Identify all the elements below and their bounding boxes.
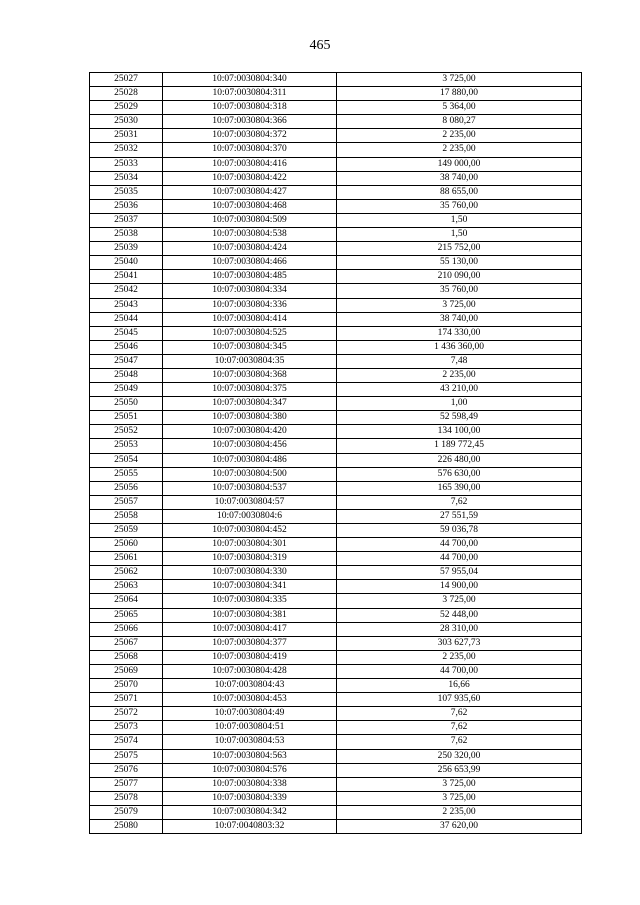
value-cell: 28 310,00 bbox=[337, 622, 582, 636]
row-number-cell: 25073 bbox=[90, 721, 163, 735]
cadastral-number-cell: 10:07:0030804:419 bbox=[163, 650, 337, 664]
table-row bbox=[90, 763, 582, 777]
cadastral-number-cell: 10:07:0030804:468 bbox=[163, 199, 337, 213]
value-cell: 52 598,49 bbox=[337, 411, 582, 425]
table-row bbox=[90, 115, 582, 129]
table-row bbox=[90, 622, 582, 636]
value-cell: 35 760,00 bbox=[337, 199, 582, 213]
table-row bbox=[90, 185, 582, 199]
value-cell: 59 036,78 bbox=[337, 524, 582, 538]
value-cell: 210 090,00 bbox=[337, 270, 582, 284]
row-number-cell: 25043 bbox=[90, 298, 163, 312]
value-cell: 256 653,99 bbox=[337, 763, 582, 777]
cadastral-number-cell: 10:07:0030804:563 bbox=[163, 749, 337, 763]
cadastral-number-cell: 10:07:0030804:370 bbox=[163, 143, 337, 157]
table-row bbox=[90, 129, 582, 143]
value-cell: 1,50 bbox=[337, 228, 582, 242]
table-row bbox=[90, 524, 582, 538]
value-cell: 2 235,00 bbox=[337, 368, 582, 382]
value-cell: 107 935,60 bbox=[337, 693, 582, 707]
value-cell: 134 100,00 bbox=[337, 425, 582, 439]
row-number-cell: 25075 bbox=[90, 749, 163, 763]
table-row bbox=[90, 171, 582, 185]
row-number-cell: 25044 bbox=[90, 312, 163, 326]
cadastral-number-cell: 10:07:0030804:576 bbox=[163, 763, 337, 777]
row-number-cell: 25048 bbox=[90, 368, 163, 382]
cadastral-number-cell: 10:07:0030804:422 bbox=[163, 171, 337, 185]
row-number-cell: 25045 bbox=[90, 326, 163, 340]
cadastral-number-cell: 10:07:0030804:49 bbox=[163, 707, 337, 721]
row-number-cell: 25074 bbox=[90, 735, 163, 749]
table-row bbox=[90, 580, 582, 594]
value-cell: 2 235,00 bbox=[337, 650, 582, 664]
cadastral-number-cell: 10:07:0030804:428 bbox=[163, 664, 337, 678]
data-table bbox=[89, 72, 582, 834]
value-cell: 7,62 bbox=[337, 735, 582, 749]
table-row bbox=[90, 636, 582, 650]
cadastral-number-cell: 10:07:0030804:335 bbox=[163, 594, 337, 608]
cadastral-number-cell: 10:07:0030804:338 bbox=[163, 777, 337, 791]
value-cell: 226 480,00 bbox=[337, 453, 582, 467]
value-cell: 37 620,00 bbox=[337, 819, 582, 833]
cadastral-number-cell: 10:07:0030804:414 bbox=[163, 312, 337, 326]
cadastral-number-cell: 10:07:0030804:301 bbox=[163, 538, 337, 552]
row-number-cell: 25069 bbox=[90, 664, 163, 678]
row-number-cell: 25077 bbox=[90, 777, 163, 791]
value-cell: 7,62 bbox=[337, 707, 582, 721]
table-row bbox=[90, 679, 582, 693]
table-row bbox=[90, 199, 582, 213]
table-row bbox=[90, 298, 582, 312]
table-row bbox=[90, 650, 582, 664]
row-number-cell: 25032 bbox=[90, 143, 163, 157]
value-cell: 303 627,73 bbox=[337, 636, 582, 650]
row-number-cell: 25058 bbox=[90, 509, 163, 523]
value-cell: 2 235,00 bbox=[337, 143, 582, 157]
table-row bbox=[90, 735, 582, 749]
table-row bbox=[90, 157, 582, 171]
table-row bbox=[90, 354, 582, 368]
value-cell: 16,66 bbox=[337, 679, 582, 693]
cadastral-number-cell: 10:07:0030804:380 bbox=[163, 411, 337, 425]
table-row bbox=[90, 805, 582, 819]
table-row bbox=[90, 749, 582, 763]
cadastral-number-cell: 10:07:0030804:347 bbox=[163, 397, 337, 411]
value-cell: 44 700,00 bbox=[337, 664, 582, 678]
table-row bbox=[90, 453, 582, 467]
row-number-cell: 25033 bbox=[90, 157, 163, 171]
cadastral-number-cell: 10:07:0030804:452 bbox=[163, 524, 337, 538]
value-cell: 44 700,00 bbox=[337, 538, 582, 552]
row-number-cell: 25051 bbox=[90, 411, 163, 425]
cadastral-number-cell: 10:07:0030804:319 bbox=[163, 552, 337, 566]
table-row bbox=[90, 383, 582, 397]
row-number-cell: 25076 bbox=[90, 763, 163, 777]
cadastral-number-cell: 10:07:0030804:500 bbox=[163, 467, 337, 481]
table-row bbox=[90, 664, 582, 678]
value-cell: 8 080,27 bbox=[337, 115, 582, 129]
cadastral-number-cell: 10:07:0030804:525 bbox=[163, 326, 337, 340]
row-number-cell: 25050 bbox=[90, 397, 163, 411]
cadastral-number-cell: 10:07:0030804:377 bbox=[163, 636, 337, 650]
table-row bbox=[90, 481, 582, 495]
value-cell: 215 752,00 bbox=[337, 242, 582, 256]
table-row bbox=[90, 101, 582, 115]
row-number-cell: 25067 bbox=[90, 636, 163, 650]
cadastral-number-cell: 10:07:0030804:336 bbox=[163, 298, 337, 312]
cadastral-number-cell: 10:07:0030804:417 bbox=[163, 622, 337, 636]
row-number-cell: 25061 bbox=[90, 552, 163, 566]
table-body bbox=[90, 73, 582, 834]
table-row bbox=[90, 73, 582, 87]
value-cell: 52 448,00 bbox=[337, 608, 582, 622]
cadastral-number-cell: 10:07:0030804:366 bbox=[163, 115, 337, 129]
row-number-cell: 25049 bbox=[90, 383, 163, 397]
table-row bbox=[90, 411, 582, 425]
cadastral-number-cell: 10:07:0030804:375 bbox=[163, 383, 337, 397]
cadastral-number-cell: 10:07:0030804:345 bbox=[163, 340, 337, 354]
table-row bbox=[90, 87, 582, 101]
cadastral-number-cell: 10:07:0030804:485 bbox=[163, 270, 337, 284]
value-cell: 1 189 772,45 bbox=[337, 439, 582, 453]
cadastral-number-cell: 10:07:0030804:372 bbox=[163, 129, 337, 143]
cadastral-number-cell: 10:07:0030804:43 bbox=[163, 679, 337, 693]
cadastral-number-cell: 10:07:0030804:53 bbox=[163, 735, 337, 749]
row-number-cell: 25038 bbox=[90, 228, 163, 242]
row-number-cell: 25072 bbox=[90, 707, 163, 721]
row-number-cell: 25062 bbox=[90, 566, 163, 580]
row-number-cell: 25040 bbox=[90, 256, 163, 270]
table-row bbox=[90, 312, 582, 326]
value-cell: 3 725,00 bbox=[337, 298, 582, 312]
row-number-cell: 25037 bbox=[90, 213, 163, 227]
row-number-cell: 25056 bbox=[90, 481, 163, 495]
row-number-cell: 25036 bbox=[90, 199, 163, 213]
row-number-cell: 25065 bbox=[90, 608, 163, 622]
cadastral-number-cell: 10:07:0030804:35 bbox=[163, 354, 337, 368]
table-row bbox=[90, 495, 582, 509]
cadastral-number-cell: 10:07:0030804:427 bbox=[163, 185, 337, 199]
table-row bbox=[90, 256, 582, 270]
cadastral-number-cell: 10:07:0030804:368 bbox=[163, 368, 337, 382]
table-row bbox=[90, 777, 582, 791]
cadastral-number-cell: 10:07:0030804:57 bbox=[163, 495, 337, 509]
row-number-cell: 25064 bbox=[90, 594, 163, 608]
value-cell: 57 955,04 bbox=[337, 566, 582, 580]
page-number: 465 bbox=[309, 38, 331, 53]
row-number-cell: 25070 bbox=[90, 679, 163, 693]
value-cell: 44 700,00 bbox=[337, 552, 582, 566]
value-cell: 55 130,00 bbox=[337, 256, 582, 270]
row-number-cell: 25046 bbox=[90, 340, 163, 354]
row-number-cell: 25054 bbox=[90, 453, 163, 467]
value-cell: 174 330,00 bbox=[337, 326, 582, 340]
row-number-cell: 25047 bbox=[90, 354, 163, 368]
value-cell: 17 880,00 bbox=[337, 87, 582, 101]
table-row bbox=[90, 228, 582, 242]
cadastral-number-cell: 10:07:0030804:339 bbox=[163, 791, 337, 805]
table-row bbox=[90, 566, 582, 580]
table-row bbox=[90, 819, 582, 833]
cadastral-number-cell: 10:07:0030804:538 bbox=[163, 228, 337, 242]
table-row bbox=[90, 213, 582, 227]
value-cell: 7,48 bbox=[337, 354, 582, 368]
table-row bbox=[90, 326, 582, 340]
row-number-cell: 25053 bbox=[90, 439, 163, 453]
row-number-cell: 25031 bbox=[90, 129, 163, 143]
value-cell: 3 725,00 bbox=[337, 791, 582, 805]
table-row bbox=[90, 791, 582, 805]
value-cell: 2 235,00 bbox=[337, 129, 582, 143]
row-number-cell: 25068 bbox=[90, 650, 163, 664]
row-number-cell: 25052 bbox=[90, 425, 163, 439]
cadastral-number-cell: 10:07:0030804:456 bbox=[163, 439, 337, 453]
row-number-cell: 25027 bbox=[90, 73, 163, 87]
row-number-cell: 25030 bbox=[90, 115, 163, 129]
value-cell: 3 725,00 bbox=[337, 594, 582, 608]
table-row bbox=[90, 270, 582, 284]
row-number-cell: 25060 bbox=[90, 538, 163, 552]
table-row bbox=[90, 439, 582, 453]
cadastral-number-cell: 10:07:0040803:32 bbox=[163, 819, 337, 833]
cadastral-number-cell: 10:07:0030804:51 bbox=[163, 721, 337, 735]
value-cell: 3 725,00 bbox=[337, 73, 582, 87]
table-row bbox=[90, 284, 582, 298]
cadastral-number-cell: 10:07:0030804:420 bbox=[163, 425, 337, 439]
row-number-cell: 25041 bbox=[90, 270, 163, 284]
cadastral-number-cell: 10:07:0030804:340 bbox=[163, 73, 337, 87]
value-cell: 250 320,00 bbox=[337, 749, 582, 763]
cadastral-number-cell: 10:07:0030804:416 bbox=[163, 157, 337, 171]
row-number-cell: 25034 bbox=[90, 171, 163, 185]
row-number-cell: 25039 bbox=[90, 242, 163, 256]
row-number-cell: 25029 bbox=[90, 101, 163, 115]
cadastral-number-cell: 10:07:0030804:6 bbox=[163, 509, 337, 523]
cadastral-number-cell: 10:07:0030804:453 bbox=[163, 693, 337, 707]
row-number-cell: 25028 bbox=[90, 87, 163, 101]
value-cell: 14 900,00 bbox=[337, 580, 582, 594]
row-number-cell: 25057 bbox=[90, 495, 163, 509]
row-number-cell: 25066 bbox=[90, 622, 163, 636]
table-row bbox=[90, 608, 582, 622]
row-number-cell: 25078 bbox=[90, 791, 163, 805]
cadastral-number-cell: 10:07:0030804:342 bbox=[163, 805, 337, 819]
row-number-cell: 25071 bbox=[90, 693, 163, 707]
value-cell: 5 364,00 bbox=[337, 101, 582, 115]
table-row bbox=[90, 368, 582, 382]
table-row bbox=[90, 721, 582, 735]
value-cell: 1 436 360,00 bbox=[337, 340, 582, 354]
table-row bbox=[90, 509, 582, 523]
cadastral-number-cell: 10:07:0030804:466 bbox=[163, 256, 337, 270]
value-cell: 43 210,00 bbox=[337, 383, 582, 397]
table-row bbox=[90, 340, 582, 354]
cadastral-number-cell: 10:07:0030804:318 bbox=[163, 101, 337, 115]
value-cell: 35 760,00 bbox=[337, 284, 582, 298]
table-row bbox=[90, 552, 582, 566]
cadastral-number-cell: 10:07:0030804:424 bbox=[163, 242, 337, 256]
table-row bbox=[90, 538, 582, 552]
cadastral-number-cell: 10:07:0030804:381 bbox=[163, 608, 337, 622]
row-number-cell: 25042 bbox=[90, 284, 163, 298]
table-row bbox=[90, 425, 582, 439]
value-cell: 1,50 bbox=[337, 213, 582, 227]
value-cell: 149 000,00 bbox=[337, 157, 582, 171]
row-number-cell: 25079 bbox=[90, 805, 163, 819]
value-cell: 38 740,00 bbox=[337, 312, 582, 326]
value-cell: 1,00 bbox=[337, 397, 582, 411]
cadastral-number-cell: 10:07:0030804:341 bbox=[163, 580, 337, 594]
table-row bbox=[90, 594, 582, 608]
value-cell: 165 390,00 bbox=[337, 481, 582, 495]
value-cell: 7,62 bbox=[337, 495, 582, 509]
value-cell: 88 655,00 bbox=[337, 185, 582, 199]
row-number-cell: 25080 bbox=[90, 819, 163, 833]
cadastral-number-cell: 10:07:0030804:537 bbox=[163, 481, 337, 495]
table-row bbox=[90, 693, 582, 707]
row-number-cell: 25055 bbox=[90, 467, 163, 481]
table-row bbox=[90, 467, 582, 481]
value-cell: 3 725,00 bbox=[337, 777, 582, 791]
cadastral-number-cell: 10:07:0030804:509 bbox=[163, 213, 337, 227]
row-number-cell: 25059 bbox=[90, 524, 163, 538]
cadastral-number-cell: 10:07:0030804:486 bbox=[163, 453, 337, 467]
value-cell: 2 235,00 bbox=[337, 805, 582, 819]
cadastral-number-cell: 10:07:0030804:334 bbox=[163, 284, 337, 298]
row-number-cell: 25063 bbox=[90, 580, 163, 594]
table-row bbox=[90, 143, 582, 157]
value-cell: 576 630,00 bbox=[337, 467, 582, 481]
row-number-cell: 25035 bbox=[90, 185, 163, 199]
table-row bbox=[90, 242, 582, 256]
value-cell: 38 740,00 bbox=[337, 171, 582, 185]
cadastral-number-cell: 10:07:0030804:311 bbox=[163, 87, 337, 101]
table-row bbox=[90, 397, 582, 411]
value-cell: 27 551,59 bbox=[337, 509, 582, 523]
cadastral-number-cell: 10:07:0030804:330 bbox=[163, 566, 337, 580]
value-cell: 7,62 bbox=[337, 721, 582, 735]
table-row bbox=[90, 707, 582, 721]
